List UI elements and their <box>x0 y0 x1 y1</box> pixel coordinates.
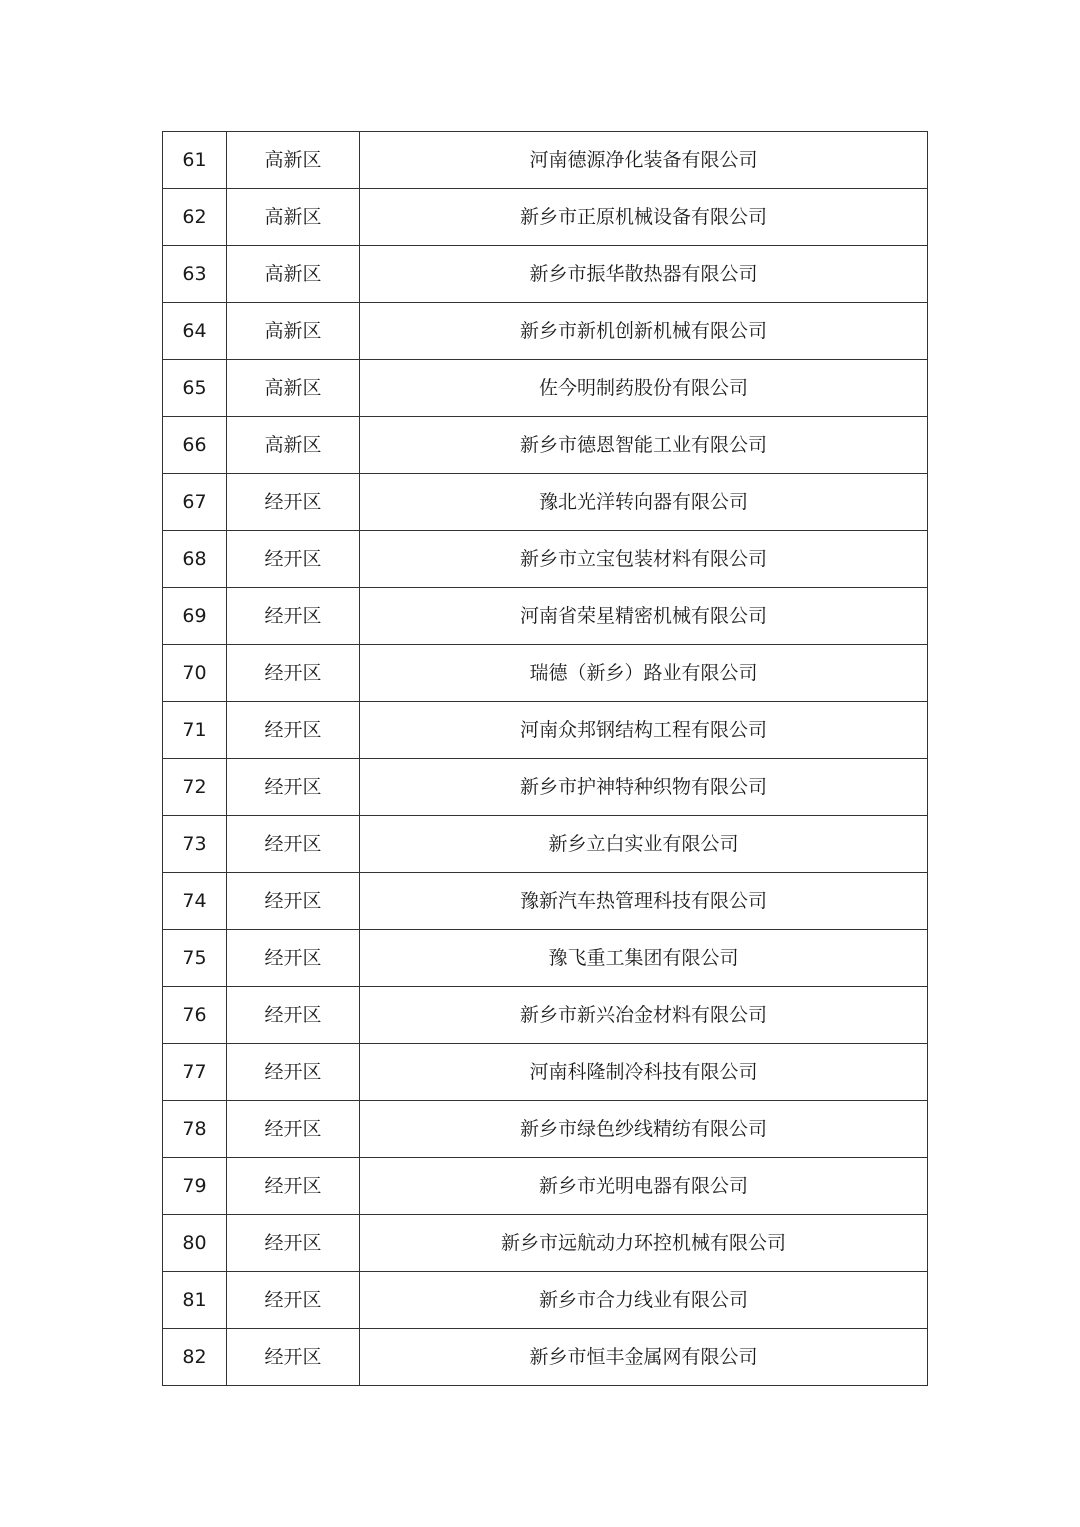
company-name-cell: 瑞德（新乡）路业有限公司 <box>360 645 928 702</box>
table-row <box>163 1158 928 1215</box>
company-name-cell: 新乡市合力线业有限公司 <box>360 1272 928 1329</box>
row-number-cell: 64 <box>163 303 227 360</box>
row-number-cell: 67 <box>163 474 227 531</box>
row-number-cell: 62 <box>163 189 227 246</box>
table-row <box>163 303 928 360</box>
district-cell: 经开区 <box>227 702 360 759</box>
table-row <box>163 132 928 189</box>
table-row <box>163 1272 928 1329</box>
row-number-cell: 73 <box>163 816 227 873</box>
table-row <box>163 759 928 816</box>
row-number-cell: 78 <box>163 1101 227 1158</box>
district-cell: 经开区 <box>227 873 360 930</box>
district-cell: 高新区 <box>227 189 360 246</box>
company-name-cell: 河南德源净化装备有限公司 <box>360 132 928 189</box>
district-cell: 经开区 <box>227 1044 360 1101</box>
company-name-cell: 河南科隆制冷科技有限公司 <box>360 1044 928 1101</box>
company-name-cell: 新乡市德恩智能工业有限公司 <box>360 417 928 474</box>
table-row <box>163 1329 928 1386</box>
table-row <box>163 531 928 588</box>
district-cell: 高新区 <box>227 303 360 360</box>
district-cell: 经开区 <box>227 930 360 987</box>
row-number-cell: 63 <box>163 246 227 303</box>
row-number-cell: 74 <box>163 873 227 930</box>
company-name-cell: 豫新汽车热管理科技有限公司 <box>360 873 928 930</box>
district-cell: 高新区 <box>227 417 360 474</box>
row-number-cell: 66 <box>163 417 227 474</box>
row-number-cell: 77 <box>163 1044 227 1101</box>
table-row <box>163 246 928 303</box>
row-number-cell: 76 <box>163 987 227 1044</box>
district-cell: 经开区 <box>227 474 360 531</box>
table-row <box>163 645 928 702</box>
district-cell: 经开区 <box>227 1158 360 1215</box>
company-name-cell: 佐今明制药股份有限公司 <box>360 360 928 417</box>
district-cell: 经开区 <box>227 816 360 873</box>
row-number-cell: 70 <box>163 645 227 702</box>
row-number-cell: 69 <box>163 588 227 645</box>
company-name-cell: 豫飞重工集团有限公司 <box>360 930 928 987</box>
company-name-cell: 新乡市护神特种织物有限公司 <box>360 759 928 816</box>
district-cell: 经开区 <box>227 588 360 645</box>
row-number-cell: 75 <box>163 930 227 987</box>
table-row <box>163 189 928 246</box>
table-row <box>163 702 928 759</box>
row-number-cell: 71 <box>163 702 227 759</box>
district-cell: 高新区 <box>227 360 360 417</box>
company-name-cell: 河南众邦钢结构工程有限公司 <box>360 702 928 759</box>
district-cell: 经开区 <box>227 531 360 588</box>
district-cell: 经开区 <box>227 1101 360 1158</box>
row-number-cell: 61 <box>163 132 227 189</box>
table-row <box>163 816 928 873</box>
row-number-cell: 82 <box>163 1329 227 1386</box>
row-number-cell: 81 <box>163 1272 227 1329</box>
table-row <box>163 873 928 930</box>
table-row <box>163 930 928 987</box>
company-name-cell: 新乡市新机创新机械有限公司 <box>360 303 928 360</box>
district-cell: 经开区 <box>227 987 360 1044</box>
table-row <box>163 417 928 474</box>
district-cell: 经开区 <box>227 1215 360 1272</box>
company-name-cell: 新乡市立宝包装材料有限公司 <box>360 531 928 588</box>
company-name-cell: 新乡市振华散热器有限公司 <box>360 246 928 303</box>
company-name-cell: 新乡市恒丰金属网有限公司 <box>360 1329 928 1386</box>
row-number-cell: 68 <box>163 531 227 588</box>
district-cell: 经开区 <box>227 1272 360 1329</box>
table-row <box>163 1215 928 1272</box>
company-name-cell: 新乡市新兴冶金材料有限公司 <box>360 987 928 1044</box>
company-name-cell: 新乡市远航动力环控机械有限公司 <box>360 1215 928 1272</box>
row-number-cell: 72 <box>163 759 227 816</box>
table-row <box>163 474 928 531</box>
company-name-cell: 新乡市光明电器有限公司 <box>360 1158 928 1215</box>
district-cell: 经开区 <box>227 645 360 702</box>
table-row <box>163 588 928 645</box>
row-number-cell: 65 <box>163 360 227 417</box>
row-number-cell: 80 <box>163 1215 227 1272</box>
company-name-cell: 新乡立白实业有限公司 <box>360 816 928 873</box>
district-cell: 高新区 <box>227 246 360 303</box>
district-cell: 高新区 <box>227 132 360 189</box>
company-name-cell: 豫北光洋转向器有限公司 <box>360 474 928 531</box>
district-cell: 经开区 <box>227 1329 360 1386</box>
table-body <box>163 132 928 1386</box>
district-cell: 经开区 <box>227 759 360 816</box>
table-row <box>163 1101 928 1158</box>
table-row <box>163 1044 928 1101</box>
company-list-table <box>162 131 928 1386</box>
row-number-cell: 79 <box>163 1158 227 1215</box>
company-name-cell: 新乡市绿色纱线精纺有限公司 <box>360 1101 928 1158</box>
company-name-cell: 河南省荣星精密机械有限公司 <box>360 588 928 645</box>
table-row <box>163 987 928 1044</box>
table-row <box>163 360 928 417</box>
company-name-cell: 新乡市正原机械设备有限公司 <box>360 189 928 246</box>
